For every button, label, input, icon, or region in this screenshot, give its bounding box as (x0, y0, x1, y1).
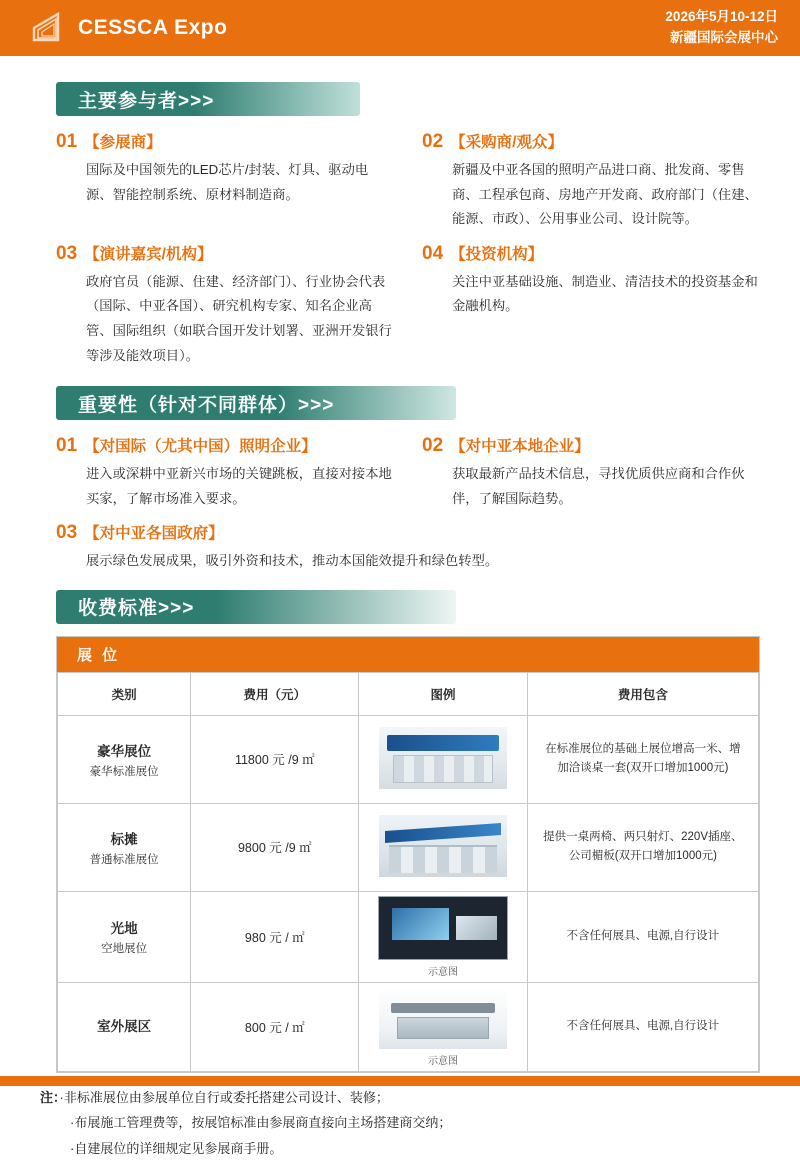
event-date: 2026年5月10-12日 (665, 9, 778, 25)
table-header-row (58, 672, 759, 715)
item-body: 国际及中国领先的LED芯片/封装、灯具、驱动电源、智能控制系统、原材料制造商。 (86, 162, 369, 202)
event-venue: 新疆国际会展中心 (670, 30, 778, 45)
list-item (422, 434, 760, 511)
notes-label: 注： (40, 1089, 60, 1105)
header-info (665, 7, 778, 49)
cell-category (58, 891, 191, 982)
item-title: 【采购商/观众】 (450, 134, 563, 151)
category-subtitle: 空地展位 (101, 943, 148, 956)
item-title: 【对中亚本地企业】 (450, 438, 590, 456)
brand-name: CESSCA Expo (78, 16, 228, 39)
standard-booth-image (379, 815, 507, 877)
note-text: ·非标准展位由参展单位自行或委托搭建公司设计、装修； (59, 1089, 389, 1105)
fee-table-wrapper (56, 636, 760, 1073)
item-body: 获取最新产品技术信息，寻找优质供应商和合作伙伴，了解国际趋势。 (452, 466, 745, 506)
column-header-image: 图例 (359, 672, 527, 715)
section-banner-importance: 重要性（针对不同群体）>>> (56, 386, 456, 420)
item-number: 01 (56, 435, 78, 457)
column-header-price: 费用（元） (191, 672, 359, 715)
brand-block (26, 8, 227, 48)
cell-includes: 不含任何展具、电源,自行设计 (527, 891, 758, 982)
participants-grid (56, 130, 760, 374)
cell-category (58, 803, 191, 891)
cell-includes: 提供一桌两椅、两只射灯、220V插座、公司楣板(双开口增加1000元) (527, 803, 758, 891)
item-body: 进入或深耕中亚新兴市场的关键跳板，直接对接本地买家，了解市场准入要求。 (86, 466, 392, 506)
cell-image (359, 982, 527, 1071)
cell-price: 9800 元 /9 ㎡ (191, 803, 359, 891)
luxury-booth-image (379, 727, 507, 789)
cell-price: 800 元 / ㎡ (191, 982, 359, 1071)
cell-price: 11800 元 /9 ㎡ (191, 715, 359, 803)
item-body: 新疆及中亚各国的照明产品进口商、批发商、零售商、工程承包商、房地产开发商、政府部门（住建、能源、市政）、公用事业公司、设计院等。 (452, 162, 758, 227)
cell-image (359, 803, 527, 891)
item-number: 02 (422, 435, 444, 457)
section-banner-participants: 主要参与者>>> (56, 82, 360, 116)
item-title: 【对中亚各国政府】 (84, 525, 224, 543)
table-row (58, 803, 759, 891)
item-title: 【投资机构】 (450, 245, 544, 263)
column-header-category: 类别 (58, 672, 191, 715)
list-item (56, 434, 394, 511)
category-name: 标摊 (110, 831, 138, 847)
raw-space-image (378, 896, 508, 960)
item-body: 关注中亚基础设施、制造业、清洁技术的投资基金和金融机构。 (452, 273, 758, 314)
note-line: ·自建展位的详细规定见参展商手册。 (70, 1140, 283, 1156)
cell-includes: 不含任何展具、电源,自行设计 (527, 982, 758, 1071)
cell-includes: 在标准展位的基础上展位增高一米、增加洽谈桌一套(双开口增加1000元) (527, 715, 758, 803)
item-body: 政府官员（能源、住建、经济部门）、行业协会代表（国际、中亚各国）、研究机构专家、知名企业高管、国际组织（如联合国开发计划署、亚洲开发银行等涉及能效项目）。 (86, 273, 392, 363)
cell-category (58, 715, 191, 803)
note-line: ·布展施工管理费等，按展馆标准由参展商直接向主场搭建商交纳； (70, 1115, 452, 1131)
fee-table (57, 672, 759, 1072)
page-header (0, 0, 800, 56)
notes-block (40, 1085, 760, 1161)
cell-image (359, 715, 527, 803)
item-number: 02 (422, 131, 444, 152)
item-number: 03 (56, 242, 78, 264)
image-caption: 示意图 (428, 966, 459, 978)
category-name: 光地 (110, 921, 138, 937)
list-item (56, 130, 394, 232)
image-caption: 示意图 (428, 1055, 459, 1067)
item-number: 04 (422, 242, 444, 264)
sail-boat-logo-icon (26, 8, 66, 48)
item-title: 【参展商】 (84, 134, 162, 151)
table-row (58, 715, 759, 803)
footer-bar (0, 1076, 800, 1086)
item-title: 【对国际（尤其中国）照明企业】 (84, 438, 317, 456)
note-line (40, 1085, 760, 1110)
category-subtitle: 豪华标准展位 (89, 765, 159, 778)
list-item (56, 521, 760, 574)
table-row (58, 891, 759, 982)
outdoor-area-image (379, 987, 507, 1049)
section-banner-fees: 收费标准>>> (56, 590, 456, 624)
table-row (58, 982, 759, 1071)
column-header-includes: 费用包含 (527, 672, 758, 715)
cell-image (359, 891, 527, 982)
cell-price: 980 元 / ㎡ (191, 891, 359, 982)
cell-category (58, 982, 191, 1071)
list-item (422, 242, 760, 368)
category-name: 豪华展位 (97, 743, 152, 759)
item-number: 03 (56, 522, 78, 544)
category-name: 室外展区 (97, 1019, 152, 1035)
importance-grid (56, 434, 760, 580)
list-item (56, 242, 394, 368)
item-title: 【演讲嘉宾/机构】 (84, 245, 213, 263)
list-item (422, 130, 760, 232)
category-subtitle: 普通标准展位 (89, 853, 159, 866)
item-body: 展示绿色发展成果，吸引外资和技术，推动本国能效提升和绿色转型。 (86, 553, 499, 569)
table-title: 展 位 (57, 637, 759, 672)
item-number: 01 (56, 131, 78, 152)
